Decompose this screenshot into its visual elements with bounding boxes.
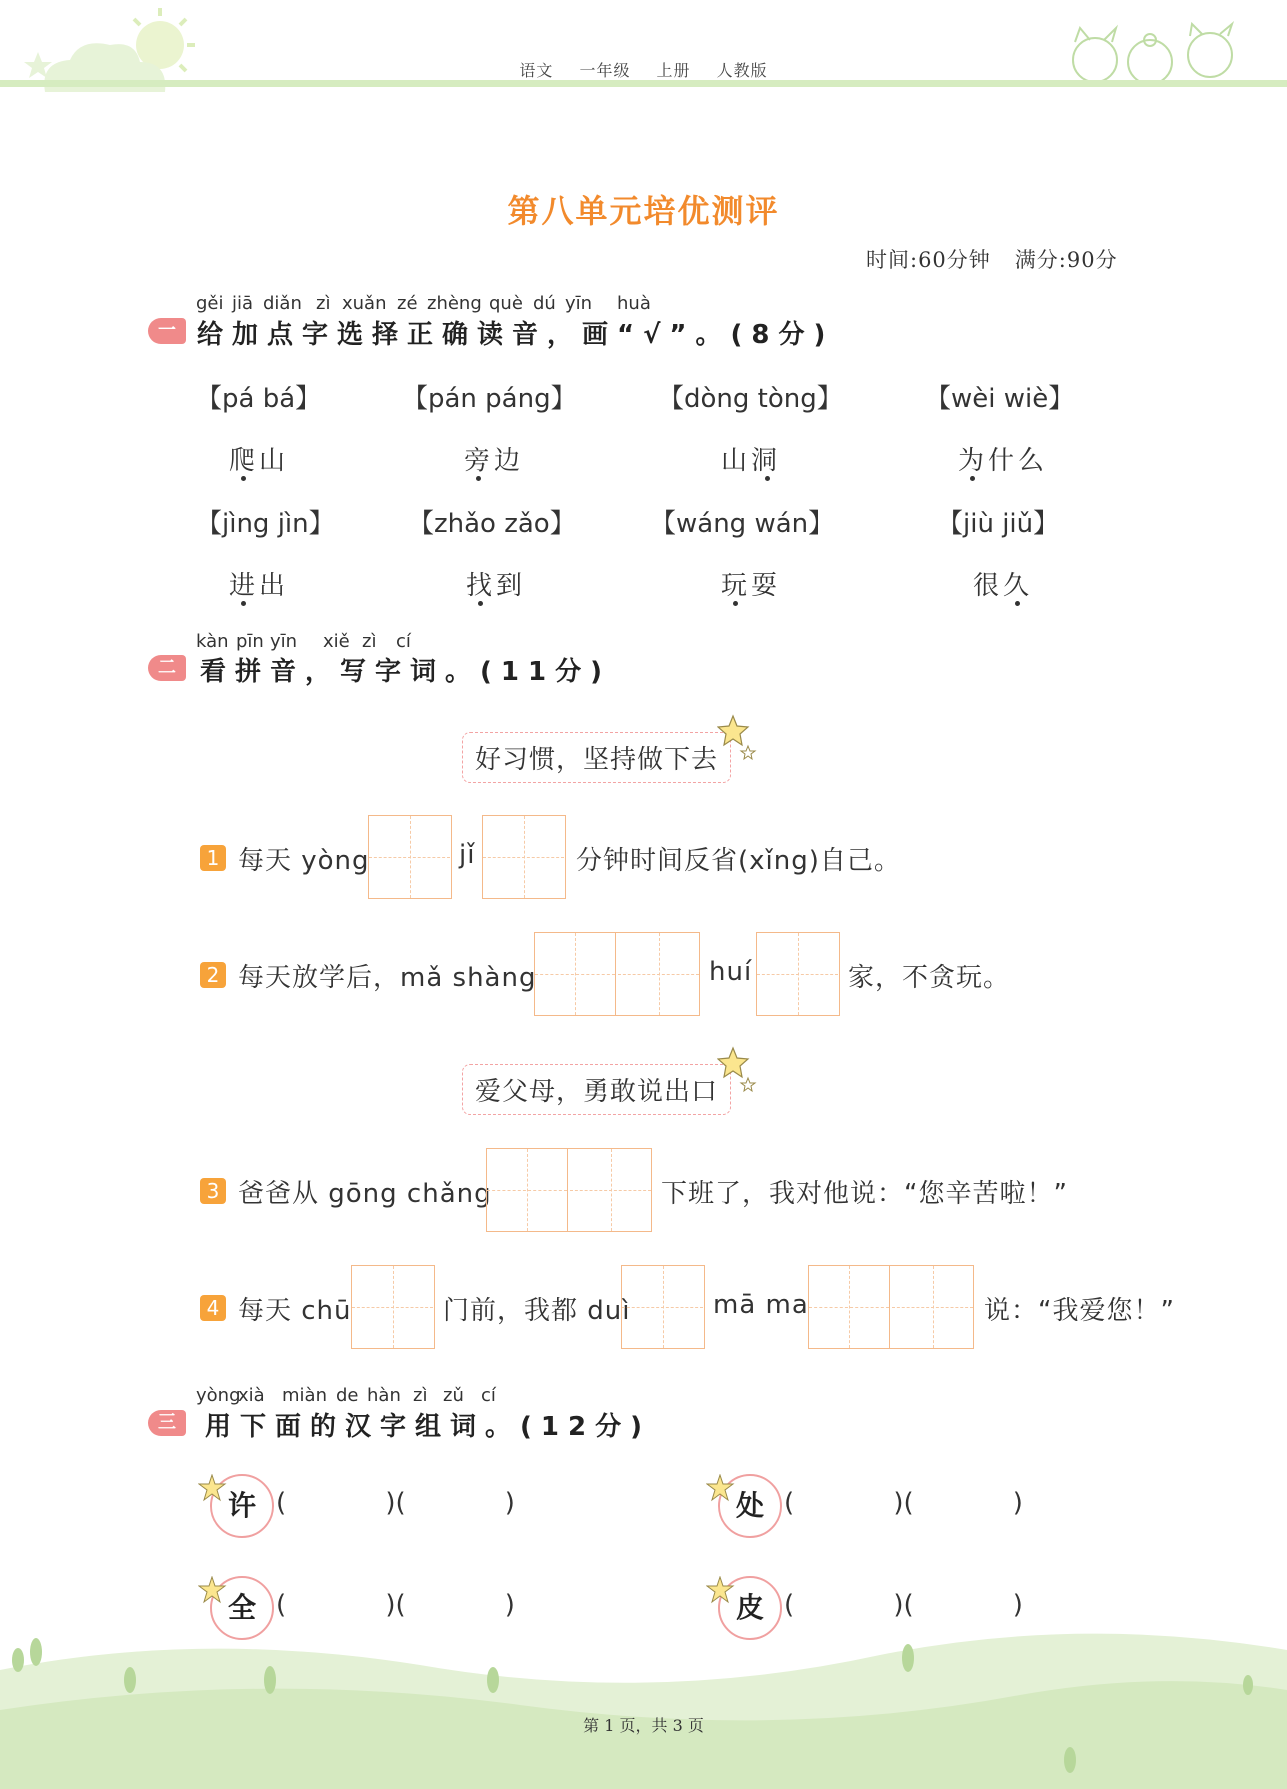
motto-good-habits: 好习惯，坚持做下去: [462, 732, 731, 783]
time-limit: 时间:60分钟: [866, 248, 991, 272]
pinyin: zì: [316, 293, 331, 314]
pinyin: xià: [238, 1385, 265, 1406]
writing-grid[interactable]: [621, 1265, 705, 1349]
pinyin: dú: [533, 293, 556, 314]
reading-options: 【pá bá】: [196, 384, 322, 414]
pinyin: zǔ: [443, 1385, 464, 1406]
question-text: 爸爸从 gōng chǎng: [238, 1179, 492, 1209]
reading-options: 【zhǎo zǎo】: [408, 509, 576, 539]
question-text: 每天 chū: [238, 1296, 352, 1326]
question-text: 门前，我都 duì: [443, 1296, 631, 1326]
reading-options: 【dòng tòng】: [658, 384, 843, 414]
pinyin: gěi: [196, 293, 224, 314]
word-item: 进出: [229, 571, 290, 601]
motto-love-parents: 爱父母，勇敢说出口: [462, 1064, 731, 1115]
question-text: 家，不贪玩。: [848, 963, 1011, 993]
word-item: 旁边: [464, 446, 525, 476]
star-icon: [717, 1046, 757, 1096]
section3-pinyin: [0, 1385, 1287, 1407]
star-icon: [717, 714, 757, 764]
star-icon: [706, 1474, 736, 1504]
section1-pinyin: [0, 293, 1287, 315]
answer-blanks[interactable]: ( )( ): [276, 1488, 515, 1518]
writing-grid[interactable]: [486, 1148, 652, 1232]
character-circle: 许: [210, 1474, 274, 1538]
section1-badge: 一: [148, 318, 186, 344]
character-circle: 皮: [718, 1576, 782, 1640]
time-score-info: [866, 244, 1142, 274]
answer-blanks[interactable]: ( )( ): [784, 1488, 1023, 1518]
header-term: 上册: [656, 61, 691, 80]
pinyin: huà: [617, 293, 651, 314]
emphasis-dot: [970, 476, 975, 481]
pinyin: yīn: [565, 293, 593, 314]
word-item: 为什么: [958, 446, 1049, 476]
header-band: [0, 80, 1287, 87]
header-grade: 一年级: [579, 61, 631, 80]
pinyin: miàn: [282, 1385, 327, 1406]
pinyin: yòng: [196, 1385, 241, 1406]
pinyin: què: [489, 293, 523, 314]
pinyin: cí: [481, 1385, 496, 1406]
star-icon: [198, 1576, 228, 1606]
writing-grid[interactable]: [534, 932, 700, 1016]
star-icon: [706, 1576, 736, 1606]
footer-hills: [0, 1610, 1287, 1789]
emphasis-dot: [476, 476, 481, 481]
section2-instruction: 看拼音，写字词。(11分): [200, 657, 611, 687]
pinyin: jiā: [232, 293, 254, 314]
word-item: 玩耍: [721, 571, 782, 601]
pinyin: xiě: [323, 631, 350, 652]
pinyin: cí: [396, 631, 411, 652]
question-text: huí: [709, 957, 753, 987]
question-text: jǐ: [459, 840, 476, 870]
question-number: 2: [200, 962, 226, 988]
word-item: 很久: [973, 571, 1034, 601]
answer-blanks[interactable]: ( )( ): [276, 1590, 515, 1620]
section2-pinyin: [0, 631, 1287, 653]
pinyin: de: [336, 1385, 359, 1406]
full-score: 满分:90分: [1014, 248, 1118, 272]
pinyin: xuǎn: [342, 293, 387, 314]
writing-grid[interactable]: [368, 815, 452, 899]
emphasis-dot: [1015, 601, 1020, 606]
writing-grid[interactable]: [351, 1265, 435, 1349]
word-item: 爬山: [229, 446, 290, 476]
character-circle: 全: [210, 1576, 274, 1640]
star-icon: [198, 1474, 228, 1504]
emphasis-dot: [733, 601, 738, 606]
reading-options: 【jìng jìn】: [196, 509, 335, 539]
question-text: mā ma: [713, 1290, 809, 1320]
emphasis-dot: [478, 601, 483, 606]
question-text: 说：“我爱您！”: [984, 1296, 1175, 1326]
writing-grid[interactable]: [482, 815, 566, 899]
header-edition: 人教版: [716, 61, 768, 80]
question-text: 分钟时间反省(xǐng)自己。: [576, 846, 901, 876]
word-item: 找到: [466, 571, 527, 601]
page-footer: 第 1 页，共 3 页: [583, 1716, 704, 1735]
reading-options: 【wèi wiè】: [925, 384, 1075, 414]
pinyin: zì: [413, 1385, 428, 1406]
section3-instruction: 用下面的汉字组词。(12分): [205, 1412, 651, 1442]
question-text: 每天放学后，mǎ shàng: [238, 963, 537, 993]
section3-badge: 三: [148, 1410, 186, 1436]
page-title: 第八单元培优测评: [507, 192, 780, 230]
section2-badge: 二: [148, 655, 186, 681]
pinyin: diǎn: [263, 293, 302, 314]
question-text: 每天 yòng: [238, 846, 370, 876]
emphasis-dot: [241, 601, 246, 606]
question-text: 下班了，我对他说：“您辛苦啦！”: [661, 1179, 1068, 1209]
pinyin: pīn: [236, 631, 264, 652]
question-number: 1: [200, 845, 226, 871]
pinyin: zé: [397, 293, 418, 314]
question-number: 3: [200, 1178, 226, 1204]
question-number: 4: [200, 1295, 226, 1321]
writing-grid[interactable]: [756, 932, 840, 1016]
emphasis-dot: [765, 476, 770, 481]
header-decoration: [0, 0, 1287, 110]
reading-options: 【jiù jiǔ】: [937, 509, 1060, 539]
writing-grid[interactable]: [808, 1265, 974, 1349]
reading-options: 【wáng wán】: [650, 509, 835, 539]
pinyin: yīn: [270, 631, 298, 652]
section1-instruction: 给加点字选择正确读音，画“√”。(8分): [197, 320, 835, 350]
reading-options: 【pán páng】: [402, 384, 577, 414]
word-item: 山洞: [721, 446, 782, 476]
header-course-info: [0, 58, 1287, 81]
pinyin: zhèng: [427, 293, 482, 314]
pinyin: zì: [362, 631, 377, 652]
answer-blanks[interactable]: ( )( ): [784, 1590, 1023, 1620]
pinyin: kàn: [196, 631, 229, 652]
header-subject: 语文: [519, 61, 554, 80]
pinyin: hàn: [367, 1385, 401, 1406]
emphasis-dot: [241, 476, 246, 481]
character-circle: 处: [718, 1474, 782, 1538]
